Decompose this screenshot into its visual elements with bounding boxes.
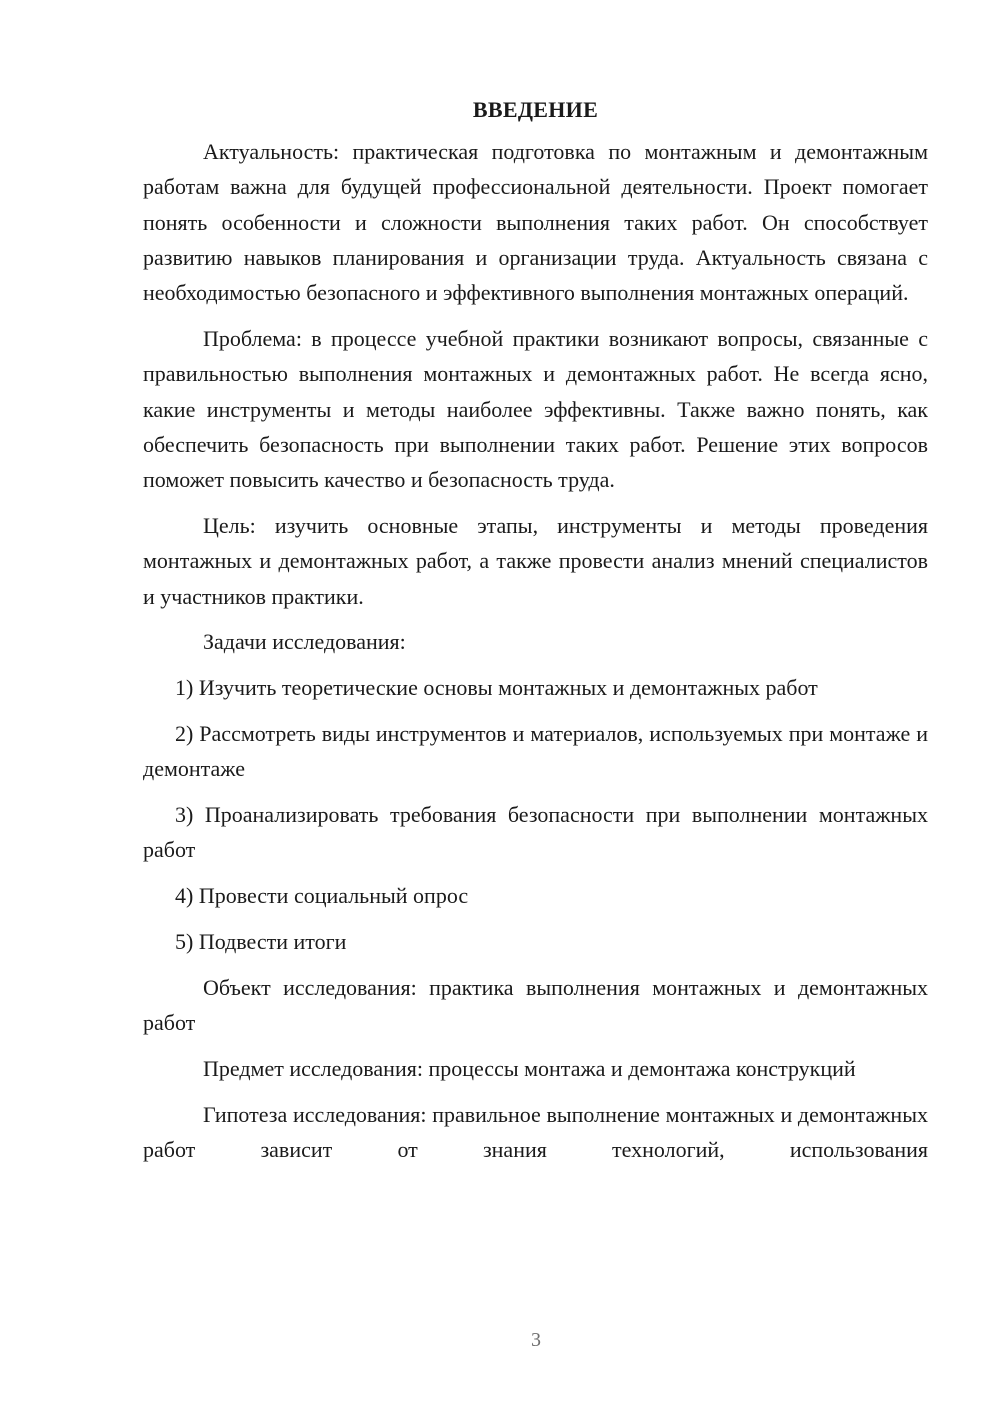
paragraph-object: Объект исследования: практика выполнения монтажных и демонтажных работ bbox=[143, 974, 928, 1036]
paragraph-relevance: Актуальность: практическая подготовка по монтажным и демонтажным работам важна для будущей профессиональной деятельности. Проект помогает понять особенности и сложности выполнения таких работ. Он способствует развитию навыков планирования и организации труда. Актуальность связана с необходимостью безопасного и эффективного выполнения монтажных операций. bbox=[143, 139, 928, 306]
tasks-heading: Задачи исследования: bbox=[203, 629, 406, 655]
task-item-1: 1) Изучить теоретические основы монтажных и демонтажных работ bbox=[175, 675, 818, 701]
paragraph-goal: Цель: изучить основные этапы, инструменты и методы проведения монтажных и демонтажных работ, а также провести анализ мнений специалистов и участников практики. bbox=[143, 512, 928, 609]
task-item-2: 2) Рассмотреть виды инструментов и материалов, используемых при монтаже и демонтаже bbox=[143, 720, 928, 782]
task-item-4: 4) Провести социальный опрос bbox=[175, 883, 469, 909]
task-item-3: 3) Проанализировать требования безопасности при выполнении монтажных работ bbox=[143, 802, 928, 863]
paragraph-hypothesis: Гипотеза исследования: правильное выполнение монтажных и демонтажных работ зависит от знания технологий, использования bbox=[143, 1101, 928, 1162]
paragraph-problem: Проблема: в процессе учебной практики возникают вопросы, связанные с правильностью выполнения монтажных и демонтажных работ. Не всегда ясно, какие инструменты и методы наиболее эффективны. Также важно понять, как обеспечить безопасность при выполнении таких работ. Решение этих вопросов поможет повысить качество и безопасность труда. bbox=[143, 325, 928, 493]
document-page bbox=[143, 94, 928, 1167]
page-number: 3 bbox=[531, 1329, 541, 1351]
paragraph-subject: Предмет исследования: процессы монтажа и демонтажа конструкций bbox=[203, 1055, 856, 1081]
page-title: ВВЕДЕНИЕ bbox=[472, 97, 599, 122]
task-item-5: 5) Подвести итоги bbox=[175, 928, 347, 954]
